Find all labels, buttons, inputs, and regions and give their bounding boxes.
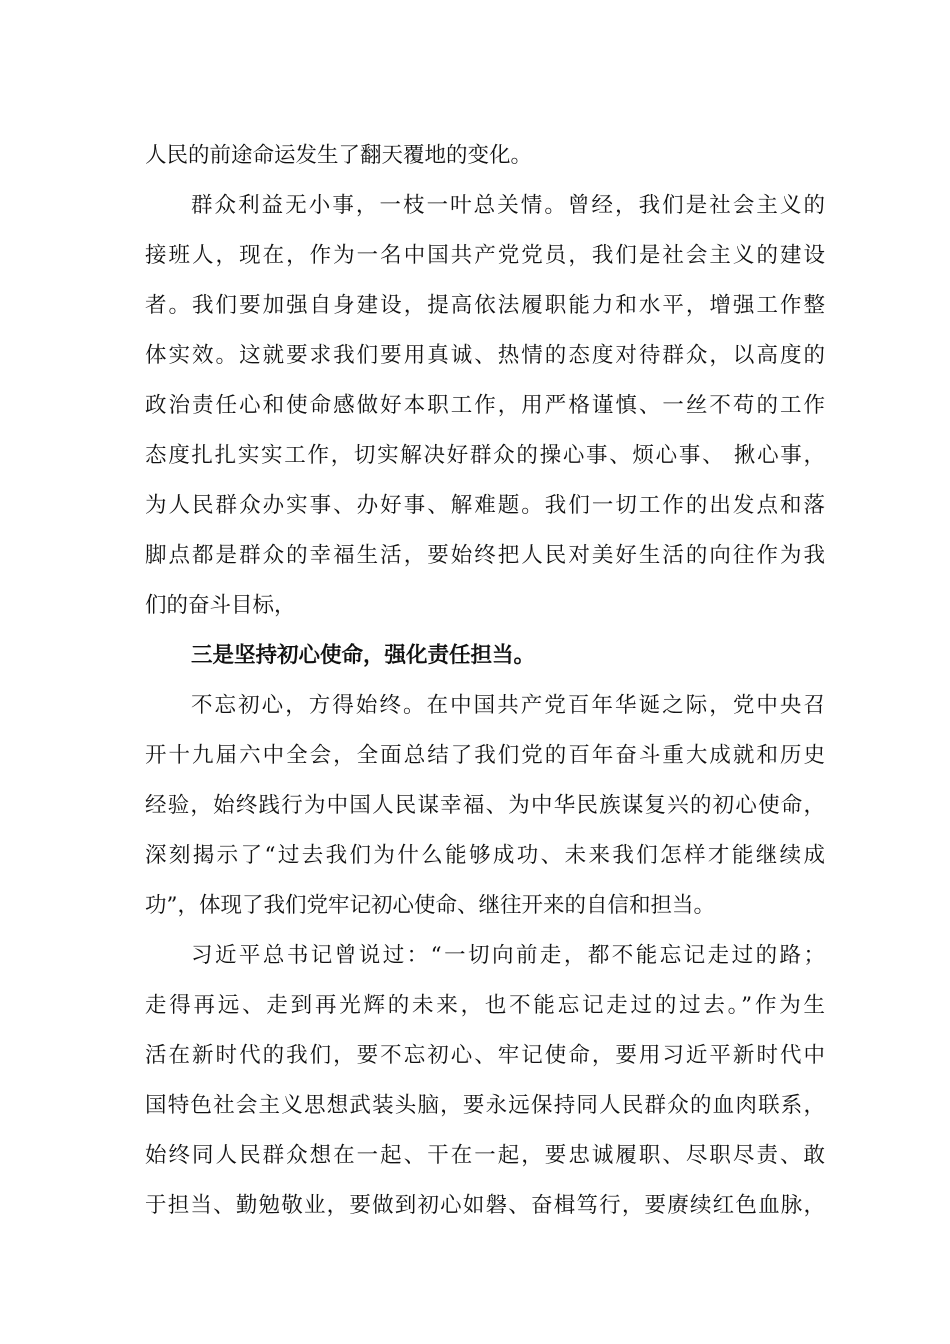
paragraph-line: 者。我们要加强自身建设，提高依法履职能力和水平，增强工作整	[145, 293, 825, 318]
paragraph-line: 经验，始终践行为中国人民谋幸福、为中华民族谋复兴的初心使命，	[145, 793, 825, 818]
paragraph-line: 态度扎扎实实工作，切实解决好群众的操心事、烦心事、 揪心事，	[145, 443, 825, 468]
paragraph-line: 国特色社会主义思想武装头脑，要永远保持同人民群众的血肉联系，	[145, 1093, 825, 1118]
paragraph-line: 开十九届六中全会，全面总结了我们党的百年奋斗重大成就和历史	[145, 743, 825, 768]
paragraph-line: 们的奋斗目标，	[145, 593, 296, 618]
paragraph-line: 活在新时代的我们，要不忘初心、牢记使命，要用习近平新时代中	[145, 1043, 825, 1068]
paragraph-line: 政治责任心和使命感做好本职工作，用严格谨慎、一丝不苟的工作	[145, 393, 825, 418]
paragraph-line: 深刻揭示了“过去我们为什么能够成功、未来我们怎样才能继续成	[145, 843, 825, 868]
paragraph-line: 人民的前途命运发生了翻天覆地的变化。	[145, 143, 533, 168]
paragraph-line: 走得再远、走到再光辉的未来，也不能忘记走过的过去。”作为生	[145, 993, 825, 1018]
paragraph-line: 始终同人民群众想在一起、干在一起，要忠诚履职、尽职尽责、敢	[145, 1143, 825, 1168]
paragraph-line: 体实效。这就要求我们要用真诚、热情的态度对待群众，以高度的	[145, 343, 825, 368]
paragraph-line: 功”，体现了我们党牢记初心使命、继往开来的自信和担当。	[145, 893, 715, 918]
document-body	[145, 131, 825, 1231]
paragraph-line: 脚点都是群众的幸福生活，要始终把人民对美好生活的向往作为我	[145, 543, 825, 568]
paragraph-line: 为人民群众办实事、办好事、解难题。我们一切工作的出发点和落	[145, 493, 825, 518]
paragraph-line: 接班人，现在，作为一名中国共产党党员，我们是社会主义的建设	[145, 243, 825, 268]
section-heading: 三是坚持初心使命，强化责任担当。	[191, 643, 536, 668]
paragraph-line: 不忘初心，方得始终。在中国共产党百年华诞之际，党中央召	[191, 693, 825, 718]
paragraph-line: 群众利益无小事，一枝一叶总关情。曾经，我们是社会主义的	[191, 193, 825, 218]
paragraph-line: 于担当、勤勉敬业，要做到初心如磐、奋楫笃行，要赓续红色血脉，	[145, 1193, 825, 1218]
paragraph-line: 习近平总书记曾说过：“一切向前走，都不能忘记走过的路；	[191, 943, 825, 968]
